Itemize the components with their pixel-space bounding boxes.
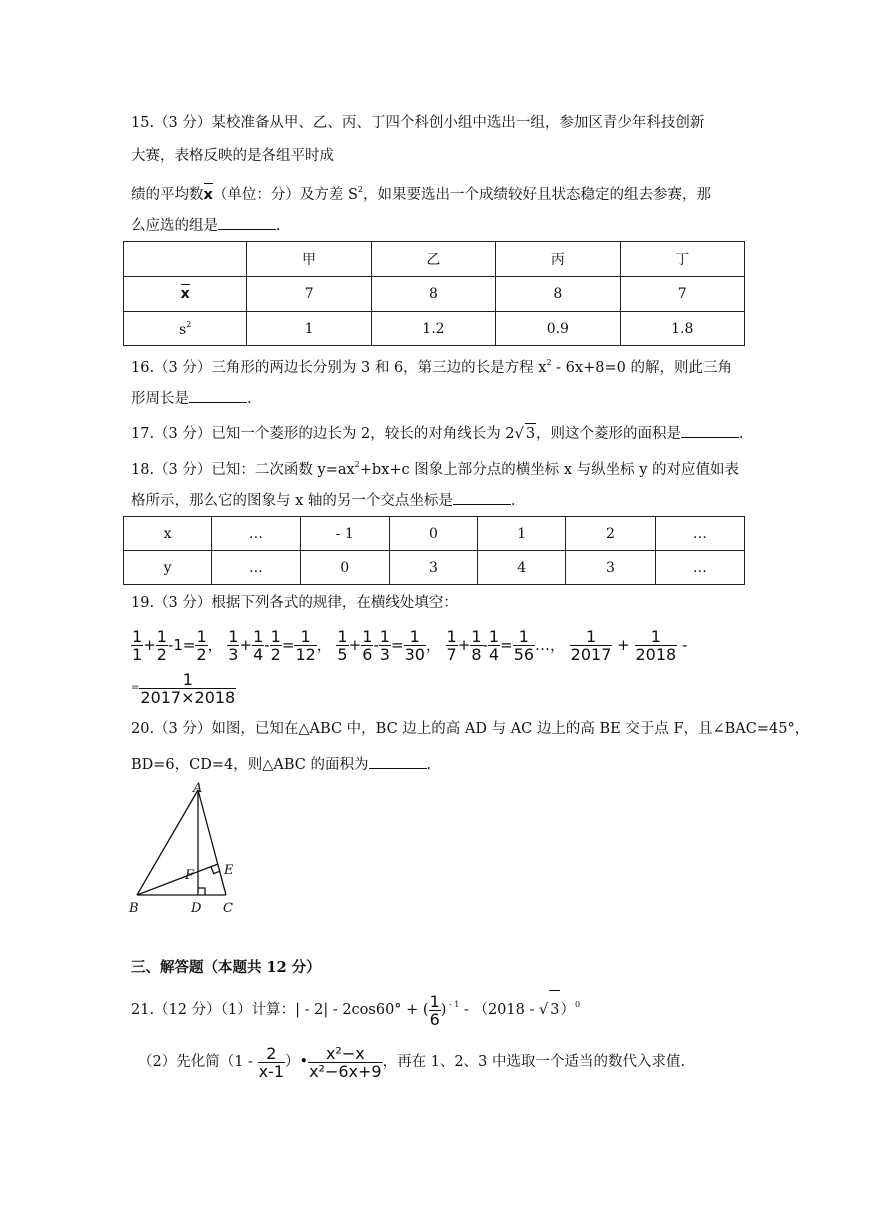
q17-end: . [739, 426, 744, 442]
denominator: 30 [404, 644, 425, 664]
fraction [429, 993, 441, 1028]
denominator: 4 [488, 644, 500, 664]
q16-line2-text: 形周长是 [131, 391, 189, 407]
triangle-figure [125, 780, 245, 915]
table-cell: 7 [247, 277, 371, 312]
q15-line3 [131, 180, 711, 205]
numerator: 1 [446, 626, 457, 646]
q16-line1 [131, 353, 732, 378]
denominator: 8 [471, 644, 482, 664]
table-cell: 1 [478, 517, 566, 551]
denominator: 6 [429, 1009, 440, 1029]
table-cell: 3 [566, 551, 655, 585]
q18-line1-post: +bx+c 图象上部分点的横坐标 x 与纵坐标 y 的对应值如表 [359, 462, 740, 478]
label-b: B [129, 901, 139, 915]
exp-2: 2 [186, 319, 192, 329]
denominator: 7 [446, 644, 457, 664]
answer-blank [189, 387, 247, 403]
fraction [270, 628, 282, 663]
comma: ， [550, 636, 566, 654]
numerator: 1 [409, 626, 420, 646]
numerator: 1 [228, 626, 239, 646]
denominator: 1 [132, 644, 143, 664]
table-cell: 8 [496, 277, 620, 312]
fraction [258, 1045, 285, 1080]
label-d: D [191, 901, 202, 915]
q15-line4 [131, 214, 281, 236]
denominator: 2017 [570, 644, 612, 664]
function-table [123, 516, 745, 585]
q17-post: ，则这个菱形的面积是 [536, 426, 682, 442]
op: = [131, 682, 140, 693]
altitude-be [137, 864, 218, 895]
ellipsis: … [535, 636, 551, 654]
denominator: 5 [337, 644, 348, 664]
table-cell: 0 [300, 551, 389, 585]
denominator: x²−6x+9 [309, 1061, 382, 1081]
numerator: 1 [337, 626, 348, 646]
q20-line2 [131, 753, 431, 775]
variance-symbol: s [179, 321, 187, 338]
op: - [373, 636, 379, 654]
op: = [281, 636, 295, 654]
fraction [379, 628, 391, 663]
table-cell: 丁 [620, 242, 744, 277]
q19-text: 19.（3 分）根据下列各式的规律，在横线处填空： [131, 595, 458, 611]
fraction [336, 628, 348, 663]
q18-line1 [131, 455, 739, 480]
q20-line2-text: BD=6，CD=4，则△ABC 的面积为 [131, 757, 369, 773]
comma: ， [207, 636, 223, 654]
table-cell: … [212, 517, 300, 551]
exp-2: 2 [546, 358, 552, 367]
op: + [143, 636, 156, 654]
fraction [131, 628, 143, 663]
table-cell: 乙 [371, 242, 495, 277]
op: - [677, 636, 688, 654]
exp-2: 2 [354, 460, 360, 469]
q20-line1: 20.（3 分）如图，已知在△ABC 中，BC 边上的高 AD 与 AC 边上的高 BE 交于点 F，且∠BAC=45°， [131, 721, 810, 737]
op: + [348, 636, 362, 654]
q21-p2-post: ，再在 1、2、3 中选取一个适当的数代入求值. [382, 1054, 686, 1070]
table-row [124, 277, 745, 312]
numerator: 1 [132, 626, 143, 646]
denominator: 6 [362, 644, 373, 664]
table-cell: 0.9 [496, 312, 620, 346]
denominator: x-1 [258, 1061, 284, 1081]
fraction [513, 628, 535, 663]
numerator: 1 [300, 626, 311, 646]
right-angle-d-icon [198, 888, 205, 895]
comma: ， [425, 636, 441, 654]
fraction [294, 628, 316, 663]
q21-p2-mid: ）• [285, 1054, 309, 1070]
fraction [156, 628, 168, 663]
q21-exp2: 0 [574, 1000, 581, 1009]
sqrt-radicand: 3 [525, 423, 536, 444]
table-cell [124, 277, 247, 312]
scores-table [123, 241, 745, 346]
table-cell: 1 [247, 312, 371, 346]
fraction [404, 628, 426, 663]
table-cell: 4 [478, 551, 566, 585]
q15-end: . [276, 218, 281, 234]
q19-formulas [131, 626, 687, 664]
table-cell: 7 [620, 277, 744, 312]
fraction [470, 628, 482, 663]
fraction [195, 628, 207, 663]
sqrt-icon: √ [514, 426, 524, 442]
q15-line3-mid: （单位：分）及方差 S [212, 187, 358, 203]
label-e: E [224, 863, 234, 878]
table-row [124, 312, 745, 346]
fraction [570, 628, 613, 663]
table-cell: … [655, 517, 744, 551]
op: + [239, 636, 253, 654]
denominator: 12 [295, 644, 316, 664]
q21-part2 [138, 1040, 685, 1084]
denominator: 2 [196, 644, 207, 664]
op: -1= [167, 636, 196, 654]
numerator: 1 [379, 626, 390, 646]
numerator: 1 [253, 626, 264, 646]
table-cell [124, 242, 247, 277]
q16-line2 [131, 387, 252, 409]
table-cell: x [124, 517, 212, 551]
table-cell: 3 [389, 551, 477, 585]
answer-blank [681, 422, 739, 438]
q17-pre: 17.（3 分）已知一个菱形的边长为 2，较长的对角线长为 2 [131, 426, 515, 442]
numerator: 1 [650, 626, 661, 646]
answer-blank [369, 753, 427, 769]
table-cell: - 1 [300, 517, 389, 551]
table-cell: 丙 [496, 242, 620, 277]
q21-exp1: - 1 [446, 1000, 460, 1009]
table-cell [124, 312, 247, 346]
table-cell: 8 [371, 277, 495, 312]
op: + [612, 636, 635, 654]
fraction [635, 628, 678, 663]
q15-line3-pre: 绩的平均数 [131, 187, 204, 203]
q16-line1-post: - 6x+8=0 的解，则此三角 [551, 360, 732, 376]
q15-line4-text: 么应选的组是 [131, 218, 218, 234]
q17-line [131, 422, 744, 444]
q20-end: . [426, 757, 432, 773]
table-row [124, 242, 745, 277]
q18-line1-pre: 18.（3 分）已知：二次函数 y=ax [131, 462, 355, 478]
q21-p1-mid: ) [440, 1002, 447, 1018]
q18-line2-text: 格所示，那么它的图象与 x 轴的另一个交点坐标是 [131, 493, 453, 509]
numerator: 2 [266, 1043, 277, 1063]
answer-blank [453, 489, 511, 505]
fraction [139, 671, 236, 706]
fraction [446, 628, 458, 663]
denominator: 2018 [635, 644, 677, 664]
q21-p1-mid2: - （2018 - [459, 1002, 539, 1018]
fraction [361, 628, 373, 663]
numerator: 1 [182, 669, 193, 689]
label-a: A [193, 781, 203, 796]
q21-p1-pre: 21.（12 分）（1）计算：| - 2| - 2cos60° + ( [131, 1002, 429, 1018]
q15-line2: 大赛，表格反映的是各组平时成 [131, 148, 334, 164]
denominator: 2 [156, 644, 167, 664]
table-row [124, 551, 745, 585]
q18-end: . [510, 493, 516, 509]
table-cell: 1.8 [620, 312, 744, 346]
table-cell: … [212, 551, 300, 585]
numerator: 1 [585, 626, 597, 646]
q16-line1-pre: 16.（3 分）三角形的两边长分别为 3 和 6，第三边的长是方程 x [131, 360, 547, 376]
fraction [308, 1045, 383, 1080]
op: + [457, 636, 471, 654]
numerator: 1 [429, 991, 440, 1011]
sqrt-radicand: 3 [549, 990, 560, 1029]
q21-part1 [131, 986, 580, 1029]
denominator: 2017×2018 [140, 687, 236, 707]
table-cell: 甲 [247, 242, 371, 277]
table-row [124, 517, 745, 551]
q18-line2 [131, 489, 516, 511]
exp-2: 2 [357, 185, 363, 194]
numerator: x²−x [325, 1043, 365, 1063]
comma: ， [316, 636, 332, 654]
table-cell: y [124, 551, 212, 585]
op: - [482, 636, 488, 654]
side-ac [198, 790, 226, 895]
label-f: F [185, 868, 195, 883]
op: - [264, 636, 270, 654]
q16-end: . [247, 391, 252, 407]
table-cell: … [655, 551, 744, 585]
sqrt-icon: √ [538, 1002, 549, 1018]
answer-blank [218, 214, 276, 230]
table-cell: 2 [566, 517, 655, 551]
denominator: 4 [253, 644, 264, 664]
fraction [488, 628, 500, 663]
table-cell: 1.2 [371, 312, 495, 346]
op: = [390, 636, 404, 654]
numerator: 1 [196, 626, 207, 646]
q21-p1-post: ） [560, 1002, 575, 1018]
fraction [252, 628, 264, 663]
numerator: 1 [362, 626, 373, 646]
q21-p2-pre: （2）先化简（1 - [138, 1054, 258, 1070]
mean-symbol: x [203, 187, 213, 203]
denominator: 2 [270, 644, 281, 664]
q19-answer [131, 668, 236, 708]
numerator: 1 [156, 626, 167, 646]
op: = [500, 636, 513, 654]
fraction [227, 628, 239, 663]
label-c: C [223, 901, 233, 915]
section-title: 三、解答题（本题共 12 分） [131, 959, 321, 976]
numerator: 1 [471, 626, 482, 646]
numerator: 1 [518, 626, 529, 646]
denominator: 3 [228, 644, 239, 664]
numerator: 1 [270, 626, 281, 646]
mean-symbol: x [180, 286, 190, 302]
q15-line1: 15.（3 分）某校准备从甲、乙、丙、丁四个科创小组中选出一组，参加区青少年科技创新 [131, 115, 705, 131]
denominator: 3 [379, 644, 390, 664]
q15-line3-post: ，如果要选出一个成绩较好且状态稳定的组去参赛，那 [363, 187, 711, 203]
denominator: 56 [513, 644, 535, 664]
numerator: 1 [488, 626, 500, 646]
table-cell: 0 [389, 517, 477, 551]
